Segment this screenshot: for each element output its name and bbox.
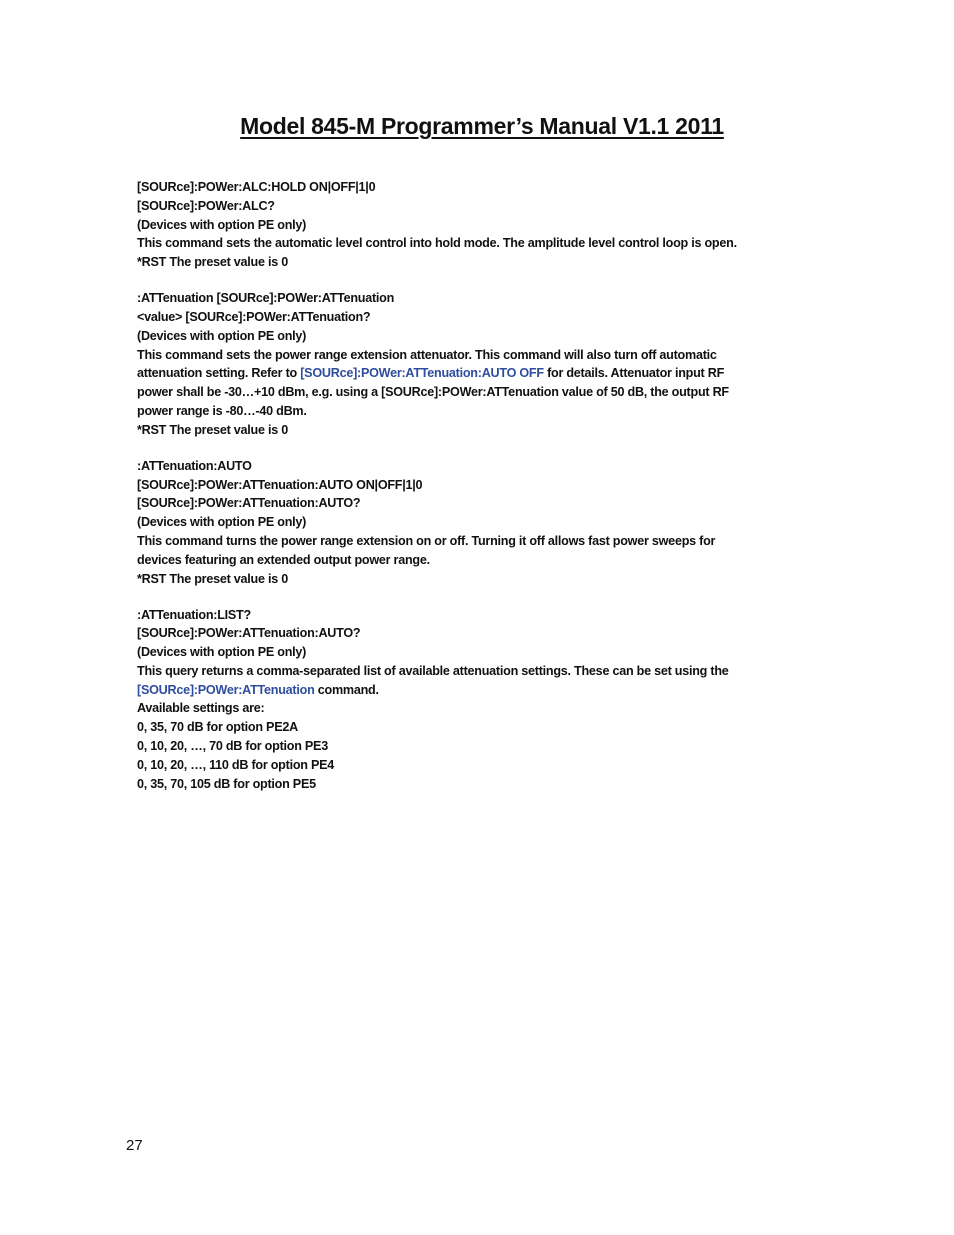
description-text: for details. Attenuator input RF [543,366,725,381]
query-syntax: [SOURce]:POWer:ATTenuation:AUTO? [137,496,361,511]
section-attenuation-auto [137,457,817,589]
command-syntax: [SOURce]:POWer:ALC:HOLD ON|OFF|1|0 [137,180,376,194]
section-attenuation-list [137,606,817,794]
description-line: This command sets the power range extension attenuator. This command will also turn off automatic [137,347,717,362]
device-note: (Devices with option PE only) [137,515,307,530]
query-syntax: [SOURce]:POWer:ATTenuation:AUTO? [137,626,361,641]
description-line [137,681,817,700]
section-alc-hold [137,178,817,272]
command-name: :ATTenuation:AUTO [137,458,252,473]
document-body [137,178,817,811]
command-syntax: [SOURce]:POWer:ATTenuation:AUTO ON|OFF|1|0 [137,477,423,492]
description-line: This command sets the automatic level control into hold mode. The amplitude level control loop is open. [137,236,737,251]
description-line [137,364,817,383]
rst-value: *RST The preset value is 0 [137,255,288,270]
section-attenuation [137,289,817,439]
page-title: Model 845-M Programmer’s Manual V1.1 2011 [240,113,724,139]
device-note: (Devices with option PE only) [137,328,307,343]
description-line: power range is -80…-40 dBm. [137,403,307,418]
attenuation-auto-off-link[interactable]: [SOURce]:POWer:ATTenuation:AUTO OFF [300,366,544,381]
query-syntax: <value> [SOURce]:POWer:ATTenuation? [137,309,371,324]
setting-item: 0, 10, 20, …, 70 dB for option PE3 [137,739,328,754]
setting-item: 0, 35, 70, 105 dB for option PE5 [137,776,316,791]
query-syntax: [SOURce]:POWer:ALC? [137,198,275,213]
description-line: This command turns the power range extension on or off. Turning it off allows fast power sweeps for [137,533,716,548]
setting-item: 0, 35, 70 dB for option PE2A [137,720,298,735]
command-name: :ATTenuation:LIST? [137,607,251,622]
device-note: (Devices with option PE only) [137,645,307,660]
rst-value: *RST The preset value is 0 [137,571,288,586]
settings-heading: Available settings are: [137,701,265,716]
page-number: 27 [126,1137,143,1154]
setting-item: 0, 10, 20, …, 110 dB for option PE4 [137,757,335,772]
device-note: (Devices with option PE only) [137,217,307,232]
command-syntax: :ATTenuation [SOURce]:POWer:ATTenuation [137,291,395,306]
description-line: This query returns a comma-separated list of available attenuation settings. These can be set using the [137,663,729,678]
description-text: attenuation setting. Refer to [137,366,301,381]
attenuation-command-link[interactable]: [SOURce]:POWer:ATTenuation [137,682,315,697]
description-line: devices featuring an extended output power range. [137,552,430,567]
description-line: power shall be -30…+10 dBm, e.g. using a [SOURce]:POWer:ATTenuation value of 50 dB, the output RF [137,385,729,400]
description-text: command. [314,682,379,697]
rst-value: *RST The preset value is 0 [137,422,288,437]
